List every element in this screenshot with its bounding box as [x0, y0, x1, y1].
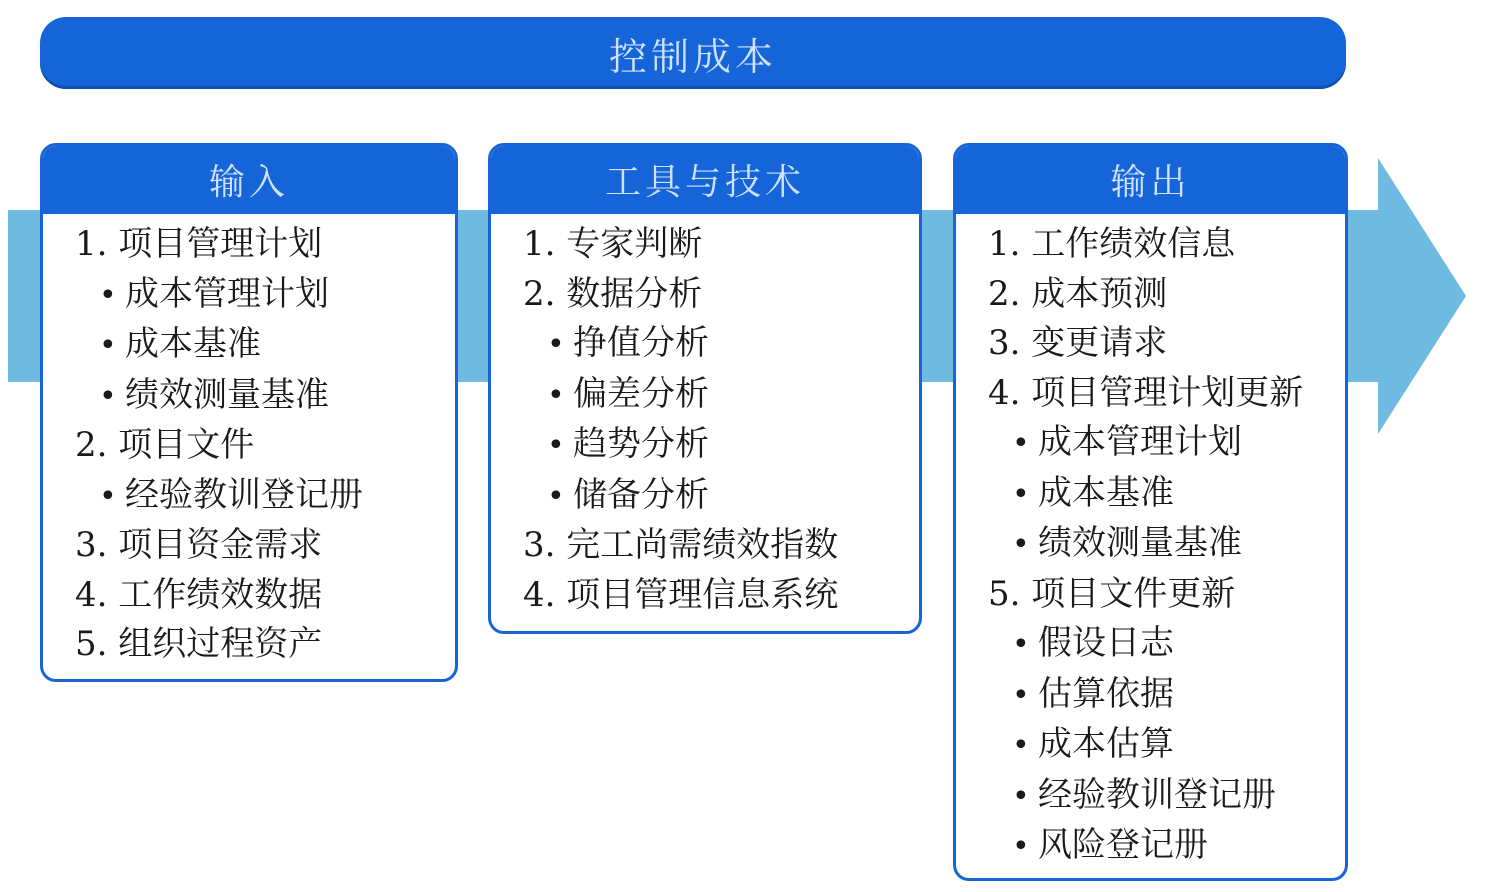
list-item: 5. 项目文件更新	[988, 573, 1236, 614]
outputs-panel-title: 输出	[1110, 161, 1191, 203]
list-subitem: • 成本基准	[43, 320, 455, 371]
process-title-bar	[40, 17, 1346, 89]
list-subitem: • 储备分析	[491, 471, 919, 522]
list-item: 4. 项目管理信息系统	[523, 574, 839, 615]
list-item: 3. 变更请求	[988, 323, 1168, 363]
list-item: 4. 工作绩效数据	[75, 574, 323, 615]
list-subitem: • 成本管理计划	[956, 418, 1345, 469]
list-item: 1. 工作绩效信息	[988, 224, 1236, 264]
list-item: 5. 组织过程资产	[75, 624, 323, 664]
inputs-panel-header	[43, 146, 455, 214]
outputs-panel	[953, 143, 1348, 881]
tools-list	[491, 214, 919, 620]
list-subitem: • 经验教训登记册	[956, 771, 1345, 822]
list-subitem: • 挣值分析	[491, 319, 919, 370]
list-item: 3. 项目资金需求	[75, 525, 323, 565]
inputs-panel	[40, 143, 458, 682]
list-subitem: • 绩效测量基准	[956, 519, 1345, 570]
tools-panel-header	[491, 146, 919, 214]
inputs-panel-title: 输入	[208, 161, 289, 203]
list-subitem: • 风险登记册	[956, 821, 1345, 872]
list-item: 1. 项目管理计划	[75, 224, 323, 264]
list-subitem: • 成本估算	[956, 720, 1345, 771]
tools-panel	[488, 143, 922, 634]
outputs-panel-header	[956, 146, 1345, 214]
list-item: 1. 专家判断	[523, 224, 703, 264]
list-item: 2. 项目文件	[75, 425, 255, 465]
outputs-list	[956, 214, 1345, 872]
list-subitem: • 假设日志	[956, 619, 1345, 670]
tools-panel-title: 工具与技术	[604, 161, 805, 203]
list-item: 4. 项目管理计划更新	[988, 372, 1304, 413]
list-item: 2. 成本预测	[988, 273, 1168, 314]
process-title: 控制成本	[608, 34, 777, 79]
list-subitem: • 成本管理计划	[43, 270, 455, 321]
list-subitem: • 偏差分析	[491, 370, 919, 421]
inputs-list	[43, 214, 455, 670]
list-subitem: • 趋势分析	[491, 420, 919, 471]
list-subitem: • 绩效测量基准	[43, 371, 455, 422]
list-subitem: • 估算依据	[956, 670, 1345, 721]
list-item: 2. 数据分析	[523, 273, 703, 314]
list-item: 3. 完工尚需绩效指数	[523, 525, 839, 565]
list-subitem: • 成本基准	[956, 469, 1345, 520]
list-subitem: • 经验教训登记册	[43, 471, 455, 522]
